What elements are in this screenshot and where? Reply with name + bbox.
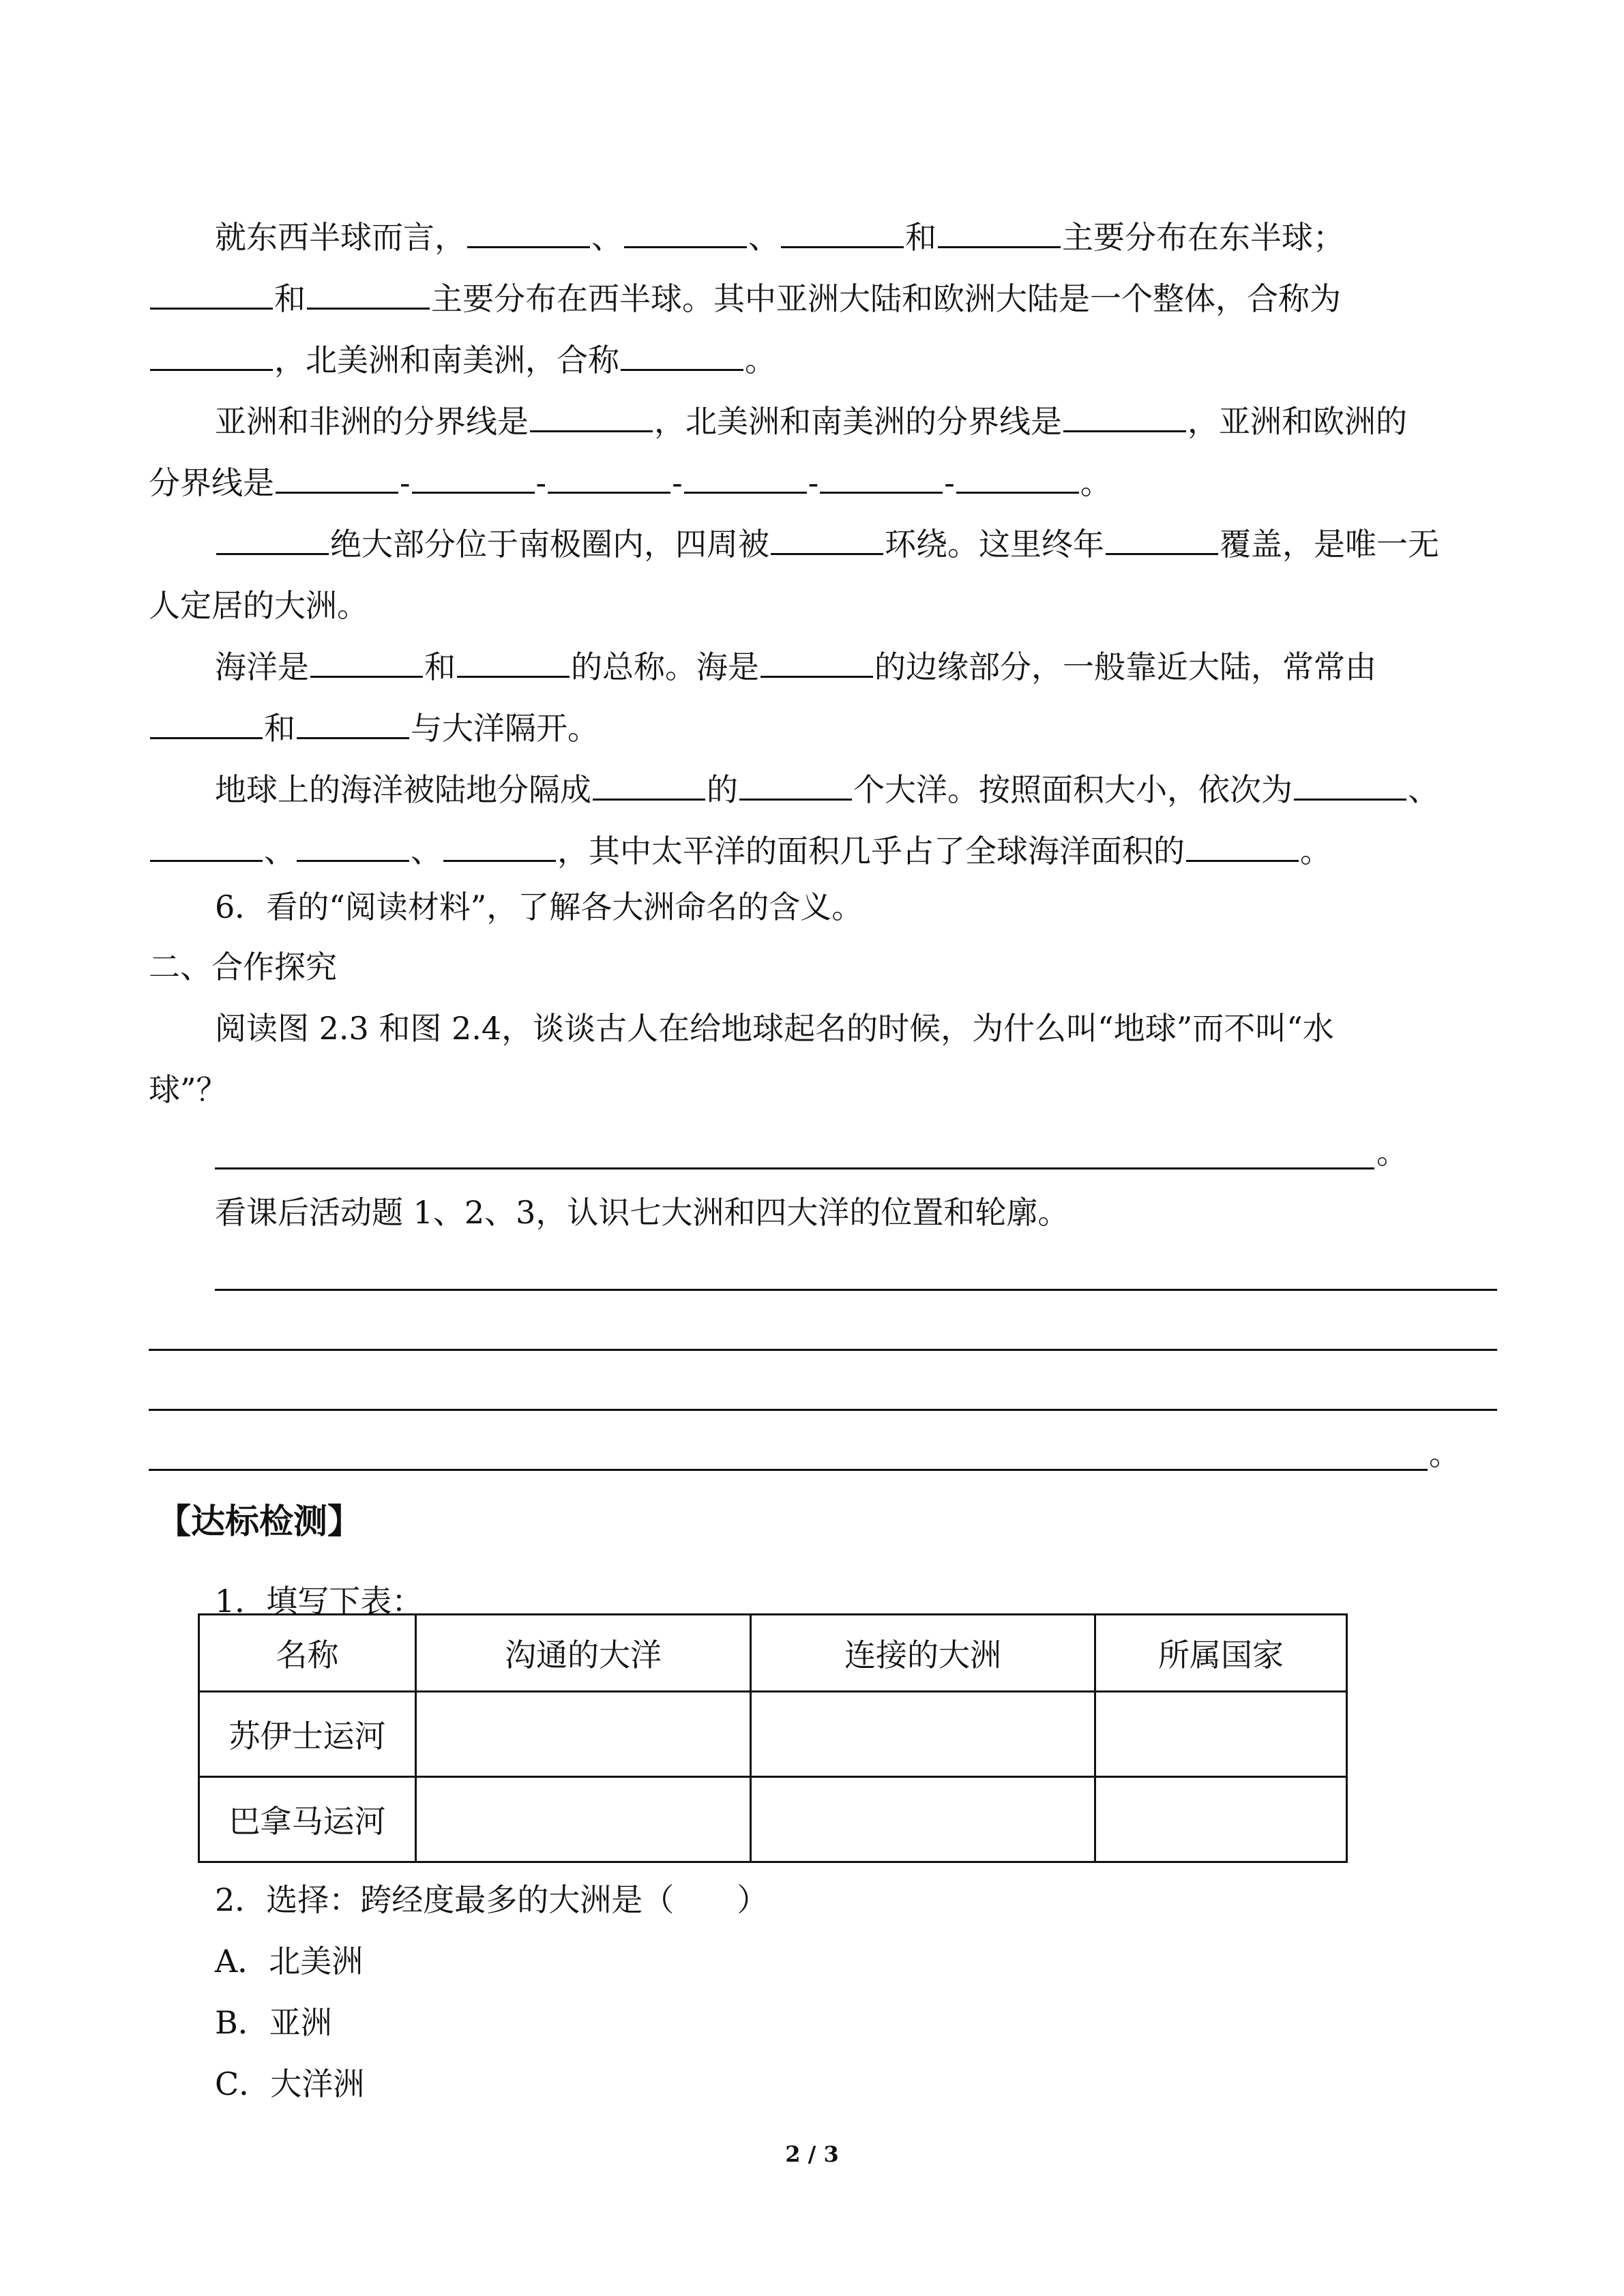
fill-blank[interactable] xyxy=(621,342,743,371)
fill-blank[interactable] xyxy=(467,219,590,248)
option-a[interactable]: A．北美洲 xyxy=(215,1943,364,1980)
question-text: 球”？ xyxy=(149,1071,228,1108)
fill-blank[interactable] xyxy=(1063,403,1186,432)
answer-line[interactable] xyxy=(149,1409,1497,1411)
fill-blank[interactable] xyxy=(684,464,807,494)
text-line: 亚洲和非洲的分界线是 ，北美洲和南美洲的分界线是 ，亚洲和欧洲的 xyxy=(215,403,1407,440)
fill-blank[interactable] xyxy=(150,342,273,371)
fill-blank[interactable] xyxy=(1294,771,1406,801)
table-header-cell: 沟通的大洋 xyxy=(416,1615,751,1692)
text-line: 分界线是 - - - - - 。 xyxy=(149,464,1112,501)
question-text: 阅读图 2.3 和图 2.4，谈谈古人在给地球起名的时候，为什么叫“地球”而不叫“水 xyxy=(215,1010,1334,1047)
answer-line[interactable] xyxy=(215,1289,1497,1291)
fill-blank[interactable] xyxy=(938,219,1061,248)
text-line: 绝大部分位于南极圈内，四周被 环绕。这里终年 覆盖，是唯一无 xyxy=(215,524,1439,565)
section-heading: 二、合作探究 xyxy=(149,949,337,985)
fill-blank[interactable] xyxy=(624,219,747,248)
text-line: 。 xyxy=(1429,1435,1460,1472)
fill-blank[interactable] xyxy=(1106,526,1218,555)
fill-blank[interactable] xyxy=(150,833,263,862)
option-c[interactable]: C．大洋洲 xyxy=(215,2066,365,2102)
fill-blank[interactable] xyxy=(276,464,398,494)
table-cell: 苏伊士运河 xyxy=(199,1692,416,1777)
question-text: 1．填写下表： xyxy=(215,1583,424,1620)
fill-blank[interactable] xyxy=(739,771,852,801)
fill-blank[interactable] xyxy=(150,280,273,310)
table-cell: 巴拿马运河 xyxy=(199,1777,416,1862)
table-header-cell: 连接的大洲 xyxy=(751,1615,1095,1692)
fill-blank[interactable] xyxy=(412,464,535,494)
fill-blank[interactable] xyxy=(530,403,653,432)
fill-blank[interactable] xyxy=(216,526,329,555)
table-cell[interactable] xyxy=(1095,1777,1347,1862)
text-line: 6．看的“阅读材料”，了解各大洲命名的含义。 xyxy=(215,889,863,925)
question-text: 2．选择：跨经度最多的大洲是（ ） xyxy=(215,1881,769,1918)
answer-line[interactable] xyxy=(149,1349,1497,1351)
answer-line[interactable] xyxy=(149,1469,1428,1471)
fill-blank[interactable] xyxy=(443,833,556,862)
table-cell[interactable] xyxy=(1095,1692,1347,1777)
text-line: ，北美洲和南美洲，合称 。 xyxy=(149,340,776,381)
fill-blank[interactable] xyxy=(956,464,1079,494)
text-line: 、 、 ，其中太平洋的面积几乎占了全球海洋面积的 。 xyxy=(149,831,1331,871)
table-header-cell: 名称 xyxy=(199,1615,416,1692)
fill-blank[interactable] xyxy=(150,710,263,739)
table-cell[interactable] xyxy=(416,1692,751,1777)
option-b[interactable]: B．亚洲 xyxy=(215,2004,332,2041)
table-header-cell: 所属国家 xyxy=(1095,1615,1347,1692)
check-heading: 【达标检测】 xyxy=(157,1502,361,1541)
answer-line[interactable] xyxy=(215,1167,1374,1169)
fill-blank[interactable] xyxy=(457,648,570,678)
fill-blank[interactable] xyxy=(307,280,430,310)
fill-blank[interactable] xyxy=(297,833,409,862)
text-line: 海洋是 和 的总称。海是 的边缘部分，一般靠近大陆，常常由 xyxy=(215,648,1376,685)
text-line: 地球上的海洋被陆地分隔成 的 个大洋。按照面积大小，依次为 、 xyxy=(215,771,1439,808)
table-cell[interactable] xyxy=(751,1777,1095,1862)
fill-blank[interactable] xyxy=(310,648,423,678)
canal-table xyxy=(198,1613,1348,1863)
fill-blank[interactable] xyxy=(548,464,670,494)
table-cell[interactable] xyxy=(751,1692,1095,1777)
table-row xyxy=(199,1692,1347,1777)
page-number: 2 / 3 xyxy=(785,2141,839,2167)
fill-blank[interactable] xyxy=(1186,833,1299,862)
table-header-row xyxy=(199,1615,1347,1692)
table-cell[interactable] xyxy=(416,1777,751,1862)
fill-blank[interactable] xyxy=(820,464,943,494)
text-line: 和 主要分布在西半球。其中亚洲大陆和欧洲大陆是一个整体，合称为 xyxy=(149,278,1341,319)
fill-blank[interactable] xyxy=(297,710,409,739)
fill-blank[interactable] xyxy=(761,648,873,678)
text-line: 人定居的大洲。 xyxy=(149,587,368,624)
text-line: 就东西半球而言， 、 、 和 主要分布在东半球； xyxy=(215,219,1344,256)
text-line: 和 与大洋隔开。 xyxy=(149,708,599,749)
question-text: 看课后活动题 1、2、3，认识七大洲和四大洋的位置和轮廓。 xyxy=(215,1194,1069,1231)
fill-blank[interactable] xyxy=(771,526,883,555)
table-row xyxy=(199,1777,1347,1862)
text-line: 。 xyxy=(1376,1134,1408,1171)
fill-blank[interactable] xyxy=(781,219,904,248)
fill-blank[interactable] xyxy=(593,771,705,801)
